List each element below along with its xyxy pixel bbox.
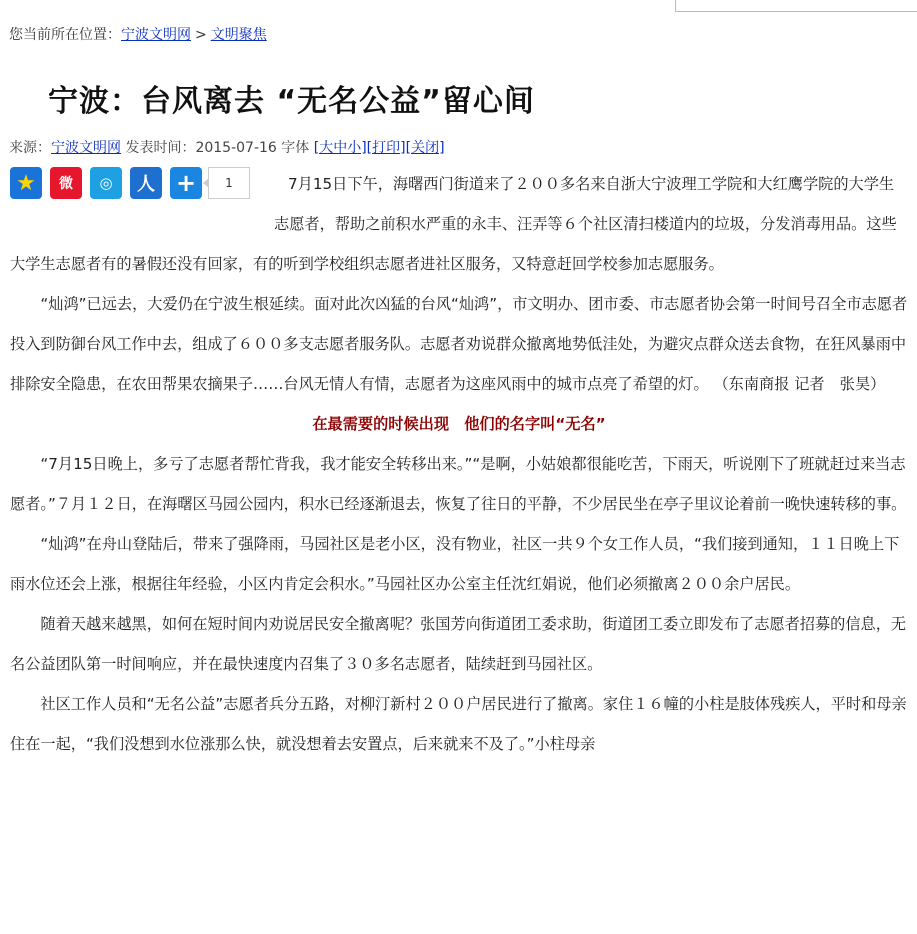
date-label: 发表时间： [121, 140, 196, 156]
paragraph: 社区工作人员和“无名公益”志愿者兵分五路，对柳汀新村２００户居民进行了撤离。家住１６幢的小柱是肢体残疾人，平时和母亲住在一起，“我们没想到水位涨那么快，就没想着去安置点，后来就来不及了。”小柱母亲 [10, 695, 907, 753]
sina-weibo-icon[interactable]: 微 [50, 167, 82, 199]
share-count: 1 [208, 167, 250, 199]
publish-date: 2015-07-16 [195, 140, 277, 156]
source-label: 来源： [9, 140, 51, 156]
paragraph: “7月15日晚上，多亏了志愿者帮忙背我，我才能安全转移出来。”“是啊，小姑娘都很能吃苦，下雨天，听说刚下了班就赶过来当志愿者。”７月１２日，在海曙区马园公园内，积水已经逐渐退去，恢复了往日的平静，不少居民坐在亭子里议论着前一晚快速转移的事。 [10, 455, 907, 513]
font-size-link[interactable]: [大中小] [313, 140, 367, 156]
paragraph: “灿鸿”已远去，大爱仍在宁波生根延续。面对此次凶猛的台风“灿鸿”，市文明办、团市委、市志愿者协会第一时间号召全市志愿者投入到防御台风工作中去，组成了６００多支志愿者服务队。志愿者劝说群众撤离地势低洼处，为避灾点群众送去食物，在狂风暴雨中排除安全隐患，在农田帮果农摘果子……台风无情人有情，志愿者为这座风雨中的城市点亮了希望的灯。 （东南商报 记者 张昊） [10, 295, 908, 393]
more-share-icon[interactable]: + [170, 167, 202, 199]
article-body [10, 164, 908, 764]
page-title: 宁波：台风离去 “无名公益”留心间 [48, 84, 535, 119]
source-link[interactable]: 宁波文明网 [51, 140, 121, 156]
share-toolbar-spacer [10, 164, 274, 240]
breadcrumb-section-link[interactable]: 文明聚焦 [210, 27, 267, 43]
font-label: 字体 [276, 140, 314, 156]
print-link[interactable]: [打印] [366, 140, 406, 156]
renren-icon[interactable]: 人 [130, 167, 162, 199]
article-meta [9, 137, 445, 157]
paragraph-text: 7月15日下午，海曙西门街道来了２００多名来自浙大宁波理工学院和大红鹰学院的大学生志愿者，帮助之前积水严重的永丰、汪弄等６个社区清扫楼道内的垃圾，分发消毒用品。这些大学生志愿者有的暑假还没有回家，有的听到学校组织志愿者进社区服务，又特意赶回学校参加志愿服务。 [10, 175, 897, 273]
top-search-box[interactable] [675, 0, 917, 12]
breadcrumb-separator: > [195, 27, 207, 43]
breadcrumb [9, 24, 267, 44]
breadcrumb-prefix: 您当前所在位置： [9, 27, 121, 43]
qzone-star-icon[interactable]: ★ [10, 167, 42, 199]
section-subheading: 在最需要的时候出现 他们的名字叫“无名” [312, 415, 606, 433]
tencent-weibo-icon[interactable]: ◎ [90, 167, 122, 199]
breadcrumb-home-link[interactable]: 宁波文明网 [121, 27, 191, 43]
paragraph: 随着天越来越黑，如何在短时间内劝说居民安全撤离呢？张国芳向街道团工委求助，街道团工委立即发布了志愿者招募的信息，无名公益团队第一时间响应，并在最快速度内召集了３０多名志愿者，陆续赶到马园社区。 [10, 615, 907, 673]
paragraph: “灿鸿”在舟山登陆后，带来了强降雨，马园社区是老小区，没有物业，社区一共９个女工作人员，“我们接到通知，１１日晚上下雨水位还会上涨，根据往年经验，小区内肯定会积水。”马园社区办公室主任沈红娟说，他们必须撤离２００余户居民。 [10, 535, 900, 593]
close-link[interactable]: [关闭] [405, 140, 445, 156]
